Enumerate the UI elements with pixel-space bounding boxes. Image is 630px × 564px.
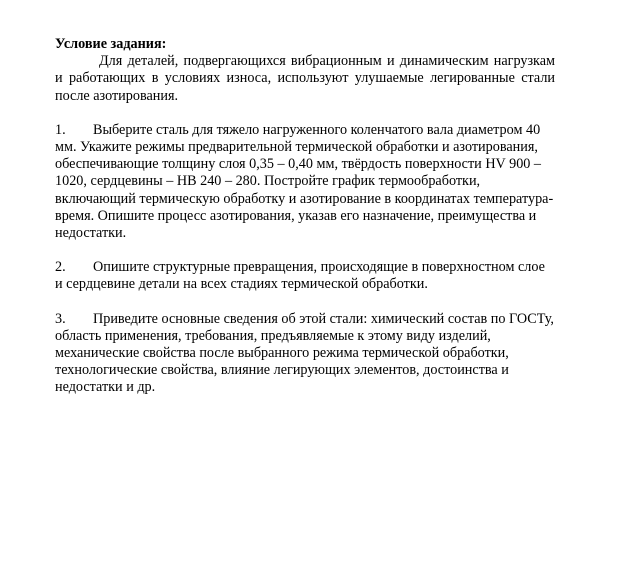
condition-intro: Для деталей, подвергающихся вибрационным и динамическим нагрузкам и работающих в условиях износа, используют улушаемые легированные стали после азотирования. [55,53,555,104]
document-body [55,36,555,397]
task-text-2: Опишите структурные превращения, происходящие в поверхностном слое и сердцевине детали на всех стадиях термической обработки. [55,259,545,293]
task-item-1 [55,122,555,242]
condition-heading: Условие задания: [55,36,167,52]
task-number-3: 3. [55,310,66,327]
task-text-3: Приведите основные сведения об этой стали: химический состав по ГОСТу, область применения, требования, предъявляемые к этому виду изделий, механические свойства после выбранного режима термической обработки, технологические свойства, влияние легирующих элементов, достоинства и недостатки и др. [55,310,554,396]
task-number-1: 1. [55,121,66,138]
task-item-2 [55,259,555,293]
task-number-2: 2. [55,259,66,276]
task-item-3 [55,311,555,397]
task-text-1: Выберите сталь для тяжело нагруженного коленчатого вала диаметром 40 мм. Укажите режимы предварительной термической обработки и азотирования, обеспечивающие толщину слоя 0,35 – 0,40 мм, твёрдость поверхности HV 900 – 1020, сердцевины – НВ 240 – 280. Постройте график термообработки, включающий термическую обработку и азотирование в координатах температура-время. Опишите процесс азотирования, указав его назначение, преимущества и недостатки. [55,121,554,242]
